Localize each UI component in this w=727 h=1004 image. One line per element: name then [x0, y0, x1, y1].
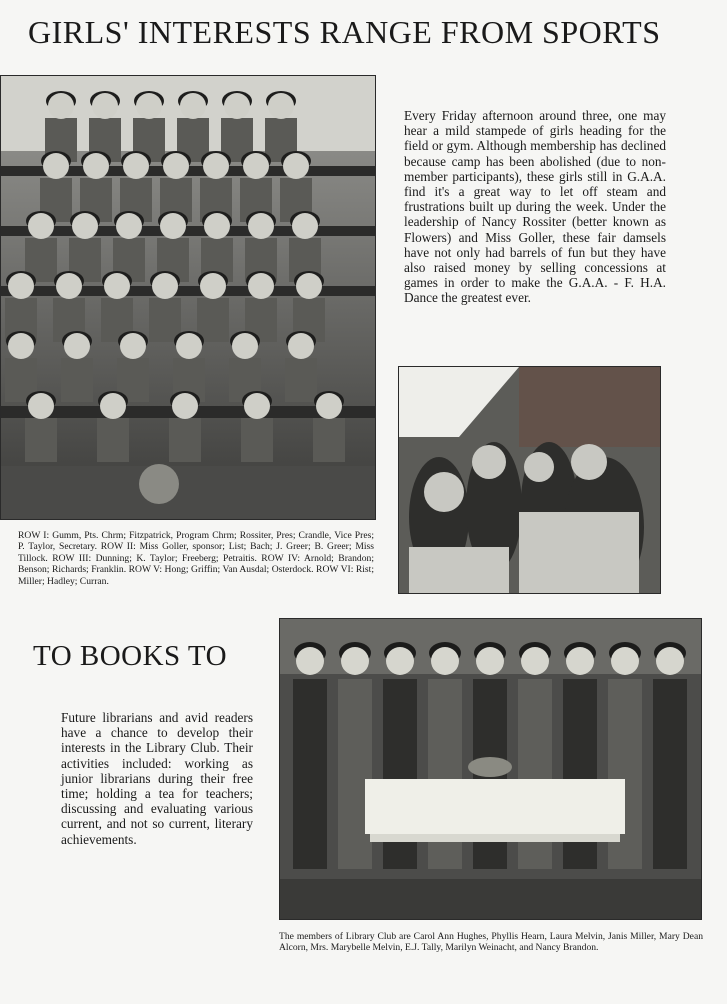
- gaa-group-photo: [0, 75, 376, 520]
- subheadline: TO BOOKS TO: [33, 640, 228, 672]
- gaa-caption: ROW I: Gumm, Pts. Chrm; Fitzpatrick, Program Chrm; Rossiter, Pres; Crandle, Vice Pres; P. Taylor, Secretary. ROW II: Miss Goller, sponsor; List; Bach; J. Greer; B. Greer; Miss Tillock. ROW III: Dunning; K. Taylor; Freeberg; Petraitis. ROW IV: Arnold; Brandon; Benson; Richards; Franklin. ROW V: Hong; Griffin; Van Ausdal; Osterdock. ROW VI: Rist; Miller; Hadley; Curran.: [18, 530, 374, 587]
- library-caption: The members of Library Club are Carol Ann Hughes, Phyllis Hearn, Laura Melvin, Janis Miller, Mary Dean Alcorn, Mrs. Marybelle Melvin, E.J. Tally, Marilyn Weinacht, and Nancy Brandon.: [279, 931, 703, 954]
- library-club-photo: [279, 618, 702, 920]
- page-headline: GIRLS' INTERESTS RANGE FROM SPORTS: [28, 14, 661, 50]
- gaa-dance-photo: [398, 366, 661, 594]
- library-photo-image: [280, 619, 701, 919]
- library-description: Future librarians and avid readers have a chance to develop their interests in the Library Club. Their activities included: working as junior librarians during their free time; holding a tea for teachers; discussing and evaluating various current, and not so current, literary achievements.: [61, 710, 253, 847]
- gaa-description: Every Friday afternoon around three, one may hear a mild stampede of girls heading for the field or gym. Although membership has declined because camp has been abolished (due to non-member participants), these girls still in G.A.A. find it's a great way to let off steam and frustrations built up during the week. Under the leadership of Nancy Rossiter (better known as Flowers) and Miss Goller, these fair damsels have not only had barrels of fun but they have also raised money by selling concessions at games in order to make the G.A.A. - F. H.A. Dance the greatest ever.: [404, 108, 666, 306]
- party-photo-image: [399, 367, 660, 593]
- gaa-photo-image: [1, 76, 375, 519]
